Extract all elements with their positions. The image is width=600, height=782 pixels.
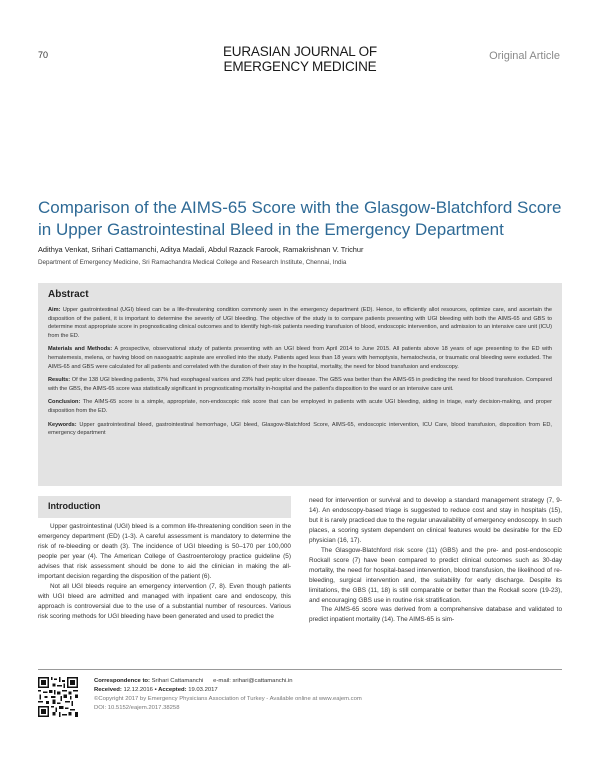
methods-label: Materials and Methods: [48,346,113,353]
conclusion-text: The AIMS-65 score is a simple, appropriate, non-endoscopic risk score that can be employed in patients with acute UGI bleeding, aiding in triage, early decision-making, and proper disposition from the ED. [48,399,552,414]
page-number: 70 [38,50,49,60]
aim-text: Upper gastrointestinal (UGI) bleed can be a life-threatening condition commonly seen in the emergency department (ED). Hence, to efficiently allot resources, optimize care, and ascertain the disposition of the patient, it is important to determine the severity of UGI bleeding. The objective of the study is to compare patients presenting with UGI bleeding with both the AIMS-65 and GBS to determine most appropriate score in prognosticating clinical outcomes and to identify high-risk patients needing transfusion of blood, endoscopic intervention, and admission to an intensive care unit (ICU) from the ED. [48,307,552,339]
abstract-heading: Abstract [48,289,89,300]
correspondence-line [94,677,362,686]
intro-paragraph-1: Upper gastrointestinal (UGI) bleed is a common life-threatening condition seen in the emergency department (ED) (1-3). A careful assessment is mandatory to determine the risk of re-bleeding or death (3). The incidence of UGI bleeding is 50–170 per 100,000 people per year (4). The American College of Gastroenterology practice guideline (5) advises that risk assessment should be done to aid the clinician in making the all-important decision regarding the disposition of the patient (6). [38,523,291,580]
abstract-methods [48,345,552,371]
copyright-line: ©Copyright 2017 by Emergency Physicians Association of Turkey - Available online at www.eajem.com [94,696,362,702]
results-text: Of the 138 UGI bleeding patients, 37% had esophageal varices and 23% had peptic ulcer disease. The GBS was better than the AIMS-65 in predicting the need for blood transfusion. Compared with the GBS, the AIMS-65 score was statistically significant in prognosticating mortality in-hospital and the patient's disposition to the ward or an intensive care unit. [48,377,552,392]
abstract-keywords [48,421,552,438]
conclusion-label: Conclusion: [48,399,81,406]
introduction-heading: Introduction [38,496,291,518]
footer-divider [38,669,562,670]
journal-title-line2: EMERGENCY MEDICINE [223,59,377,74]
received-label: Received: [94,687,122,693]
body-column-left [38,522,291,622]
methods-text: A prospective, observational study of patients presenting with an UGI bleed from April 2014 to June 2015. All patients above 18 years of age presenting to the ED with hematemesis, melena, or having blood on nasogastric aspirate are enrolled into the study. Patients aged less than 18 years with hemoptysis, hematochezia, or traumatic oral bleeding were exduded. The AIMS-65 and GBS were calculated for all patients and correlated with the duration of their stay in the hospital, mortality, the need for blood transfusion and endoscopy. [48,346,553,370]
correspondence-name: Srihari Cattamanchi [149,678,204,684]
abstract-conclusion [48,398,552,415]
accepted-label: • Accepted: [154,687,187,693]
intro-paragraph-2: Not all UGI bleeds require an emergency intervention (7, 8). Even though patients with UGI bleed are admitted and managed with inpatient care and endoscopy, this approach is controversial due to the use of a substantial number of resources. Various risk scoring methods for UGI bleeding have been generated and used to predict the [38,582,291,620]
article-title [38,197,568,241]
article-title-line1: Comparison of the AIMS-65 Score with the Glasgow-Blatchford Score [38,198,562,217]
qr-code-icon [38,677,78,717]
aim-label: Aim: [48,307,61,313]
doi-line: DOI: 10.5152/eajem.2017.38258 [94,705,180,711]
article-type-label: Original Article [489,50,560,62]
article-title-line2: in Upper Gastrointestinal Bleed in the Emergency Department [38,220,504,239]
correspondence-label: Correspondence to: [94,678,150,684]
body-column-right [309,496,562,625]
results-label: Results: [48,377,71,384]
intro-paragraph-4: The Glasgow-Blatchford risk score (11) (GBS) and the pre- and post-endoscopic Rockall score (7) have been compared to predict clinical outcomes such as 30-day mortality, the need for hospital-based intervention, blood transfusion, the likelihood of re-bleeding, surgical intervention and, the suitability for early discharge. Despite its limitations, the GBS (11, 18) is still comparable or better than the Rockall score (19-23), and encouraging GBS use in routine risk stratification. [309,546,562,604]
correspondence-footer [94,677,362,713]
author-list: Adithya Venkat, Srihari Cattamanchi, Aditya Madali, Abdul Razack Farook, Ramakrishnan V. Trichur [38,245,364,254]
abstract-box [38,283,562,486]
correspondence-email: e-mail: srihari@cattamanchi.in [213,678,293,684]
abstract-aim [48,306,552,340]
abstract-results [48,376,552,393]
keywords-label: Keywords: [48,421,77,428]
accepted-date: 19.03.2017 [186,687,218,693]
journal-title-line1: EURASIAN JOURNAL OF [223,44,377,59]
intro-paragraph-3: need for intervention or survival and to develop a standard management strategy (7, 9-14). An endoscopy-based triage is suggested to reduce cost and stay in hospitals (15), but it is rarely practiced due to the regular unavailability of emergency endoscopy. In such places, a scoring system dependent on clinical features would be desirable for the ED physician (16, 17). [309,497,562,544]
affiliation: Department of Emergency Medicine, Sri Ramachandra Medical College and Research Institute, Chennai, India [38,259,347,266]
keywords-text: Upper gastrointestinal bleed, gastrointestinal hemorrhage, UGI bleed, Glasgow-Blatchford Score, AIMS-65, endoscopic intervention, ICU Care, blood transfusion, disposition from ED, emergency department [48,421,552,437]
intro-paragraph-5: The AIMS-65 score was derived from a comprehensive database and validated to predict inpatient mortality (14). The AIMS-65 is sim- [309,606,562,624]
dates-line [94,686,362,695]
received-date: 12.12.2016 [121,687,153,693]
